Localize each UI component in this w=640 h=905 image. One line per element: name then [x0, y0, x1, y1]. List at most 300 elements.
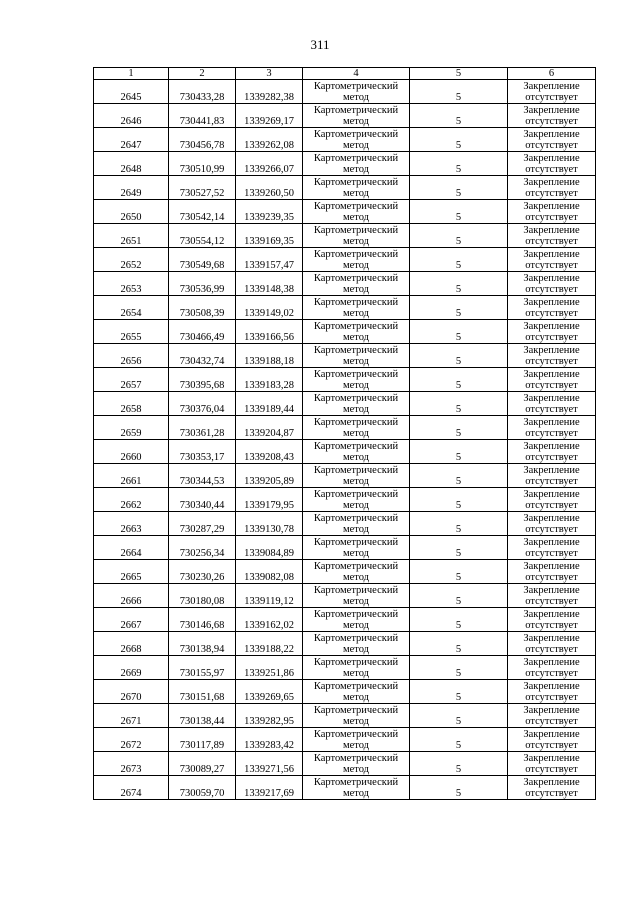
- accuracy-cell: 5: [410, 776, 508, 800]
- note-line-2: отсутствует: [525, 788, 578, 799]
- method-line-2: метод: [342, 356, 370, 367]
- table-row: [94, 80, 596, 104]
- method-line-2: метод: [342, 428, 370, 439]
- table-row: [94, 368, 596, 392]
- x-coordinate-cell: 730508,39: [169, 296, 236, 320]
- y-coordinate-cell: 1339157,47: [236, 248, 303, 272]
- method-line-2: метод: [342, 212, 370, 223]
- y-coordinate-cell: 1339266,07: [236, 152, 303, 176]
- fixation-note-cell: [508, 608, 596, 632]
- y-coordinate-cell: 1339217,69: [236, 776, 303, 800]
- y-coordinate-cell: 1339082,08: [236, 560, 303, 584]
- note-line-1: Закрепление: [523, 681, 580, 692]
- fixation-note-cell: [508, 584, 596, 608]
- method-line-1: Картометрический: [313, 681, 399, 692]
- method-cell: [303, 296, 410, 320]
- point-number-cell: 2663: [94, 512, 169, 536]
- method-cell: [303, 680, 410, 704]
- column-header: 6: [508, 68, 596, 80]
- fixation-note-cell: [508, 104, 596, 128]
- method-line-2: метод: [342, 236, 370, 247]
- table-row: [94, 176, 596, 200]
- table-row: [94, 296, 596, 320]
- y-coordinate-cell: 1339204,87: [236, 416, 303, 440]
- method-line-1: Картометрический: [313, 345, 399, 356]
- method-line-1: Картометрический: [313, 129, 399, 140]
- fixation-note-cell: [508, 512, 596, 536]
- x-coordinate-cell: 730549,68: [169, 248, 236, 272]
- y-coordinate-cell: 1339179,95: [236, 488, 303, 512]
- note-line-1: Закрепление: [523, 81, 580, 92]
- note-line-2: отсутствует: [525, 260, 578, 271]
- point-number-cell: 2670: [94, 680, 169, 704]
- y-coordinate-cell: 1339239,35: [236, 200, 303, 224]
- method-line-1: Картометрический: [313, 585, 399, 596]
- method-line-1: Картометрический: [313, 657, 399, 668]
- point-number-cell: 2664: [94, 536, 169, 560]
- method-line-1: Картометрический: [313, 153, 399, 164]
- note-line-2: отсутствует: [525, 428, 578, 439]
- note-line-2: отсутствует: [525, 716, 578, 727]
- table-row: [94, 392, 596, 416]
- method-cell: [303, 416, 410, 440]
- accuracy-cell: 5: [410, 224, 508, 248]
- x-coordinate-cell: 730344,53: [169, 464, 236, 488]
- note-line-1: Закрепление: [523, 273, 580, 284]
- y-coordinate-cell: 1339269,65: [236, 680, 303, 704]
- method-cell: [303, 776, 410, 800]
- note-line-2: отсутствует: [525, 500, 578, 511]
- x-coordinate-cell: 730256,34: [169, 536, 236, 560]
- fixation-note-cell: [508, 224, 596, 248]
- method-cell: [303, 128, 410, 152]
- column-header: 3: [236, 68, 303, 80]
- fixation-note-cell: [508, 440, 596, 464]
- y-coordinate-cell: 1339084,89: [236, 536, 303, 560]
- method-line-1: Картометрический: [313, 753, 399, 764]
- x-coordinate-cell: 730433,28: [169, 80, 236, 104]
- method-line-1: Картометрический: [313, 633, 399, 644]
- method-line-2: метод: [342, 164, 370, 175]
- x-coordinate-cell: 730376,04: [169, 392, 236, 416]
- note-line-2: отсутствует: [525, 740, 578, 751]
- point-number-cell: 2657: [94, 368, 169, 392]
- x-coordinate-cell: 730542,14: [169, 200, 236, 224]
- fixation-note-cell: [508, 320, 596, 344]
- method-cell: [303, 80, 410, 104]
- point-number-cell: 2650: [94, 200, 169, 224]
- method-line-1: Картометрический: [313, 465, 399, 476]
- note-line-1: Закрепление: [523, 321, 580, 332]
- note-line-2: отсутствует: [525, 404, 578, 415]
- x-coordinate-cell: 730353,17: [169, 440, 236, 464]
- note-line-2: отсутствует: [525, 524, 578, 535]
- note-line-1: Закрепление: [523, 249, 580, 260]
- method-line-1: Картометрический: [313, 81, 399, 92]
- method-line-1: Картометрический: [313, 561, 399, 572]
- note-line-2: отсутствует: [525, 380, 578, 391]
- point-number-cell: 2647: [94, 128, 169, 152]
- accuracy-cell: 5: [410, 464, 508, 488]
- note-line-1: Закрепление: [523, 441, 580, 452]
- accuracy-cell: 5: [410, 680, 508, 704]
- fixation-note-cell: [508, 488, 596, 512]
- accuracy-cell: 5: [410, 80, 508, 104]
- point-number-cell: 2646: [94, 104, 169, 128]
- method-line-1: Картометрический: [313, 777, 399, 788]
- table-row: [94, 224, 596, 248]
- point-number-cell: 2667: [94, 608, 169, 632]
- accuracy-cell: 5: [410, 368, 508, 392]
- point-number-cell: 2651: [94, 224, 169, 248]
- note-line-1: Закрепление: [523, 369, 580, 380]
- note-line-2: отсутствует: [525, 644, 578, 655]
- method-line-1: Картометрический: [313, 393, 399, 404]
- note-line-2: отсутствует: [525, 164, 578, 175]
- fixation-note-cell: [508, 368, 596, 392]
- table-row: [94, 680, 596, 704]
- fixation-note-cell: [508, 296, 596, 320]
- note-line-1: Закрепление: [523, 561, 580, 572]
- note-line-2: отсутствует: [525, 212, 578, 223]
- x-coordinate-cell: 730432,74: [169, 344, 236, 368]
- note-line-2: отсутствует: [525, 764, 578, 775]
- accuracy-cell: 5: [410, 392, 508, 416]
- method-cell: [303, 464, 410, 488]
- y-coordinate-cell: 1339262,08: [236, 128, 303, 152]
- x-coordinate-cell: 730138,94: [169, 632, 236, 656]
- method-line-2: метод: [342, 788, 370, 799]
- x-coordinate-cell: 730361,28: [169, 416, 236, 440]
- y-coordinate-cell: 1339251,86: [236, 656, 303, 680]
- x-coordinate-cell: 730155,97: [169, 656, 236, 680]
- method-cell: [303, 728, 410, 752]
- point-number-cell: 2671: [94, 704, 169, 728]
- accuracy-cell: 5: [410, 104, 508, 128]
- table-row: [94, 200, 596, 224]
- column-header: 4: [303, 68, 410, 80]
- note-line-1: Закрепление: [523, 609, 580, 620]
- coordinates-table: [93, 67, 596, 800]
- point-number-cell: 2674: [94, 776, 169, 800]
- point-number-cell: 2655: [94, 320, 169, 344]
- accuracy-cell: 5: [410, 608, 508, 632]
- point-number-cell: 2660: [94, 440, 169, 464]
- method-line-2: метод: [342, 596, 370, 607]
- method-line-1: Картометрический: [313, 441, 399, 452]
- method-line-2: метод: [342, 260, 370, 271]
- y-coordinate-cell: 1339283,42: [236, 728, 303, 752]
- point-number-cell: 2668: [94, 632, 169, 656]
- note-line-2: отсутствует: [525, 548, 578, 559]
- fixation-note-cell: [508, 416, 596, 440]
- point-number-cell: 2662: [94, 488, 169, 512]
- note-line-2: отсутствует: [525, 620, 578, 631]
- method-line-1: Картометрический: [313, 417, 399, 428]
- point-number-cell: 2656: [94, 344, 169, 368]
- point-number-cell: 2672: [94, 728, 169, 752]
- point-number-cell: 2649: [94, 176, 169, 200]
- x-coordinate-cell: 730395,68: [169, 368, 236, 392]
- note-line-1: Закрепление: [523, 633, 580, 644]
- table-row: [94, 416, 596, 440]
- note-line-2: отсутствует: [525, 236, 578, 247]
- fixation-note-cell: [508, 176, 596, 200]
- note-line-1: Закрепление: [523, 585, 580, 596]
- method-line-2: метод: [342, 668, 370, 679]
- table-row: [94, 776, 596, 800]
- note-line-1: Закрепление: [523, 753, 580, 764]
- method-cell: [303, 176, 410, 200]
- method-cell: [303, 704, 410, 728]
- fixation-note-cell: [508, 464, 596, 488]
- method-line-2: метод: [342, 620, 370, 631]
- x-coordinate-cell: 730180,08: [169, 584, 236, 608]
- method-line-2: метод: [342, 740, 370, 751]
- method-line-1: Картометрический: [313, 609, 399, 620]
- x-coordinate-cell: 730456,78: [169, 128, 236, 152]
- method-line-2: метод: [342, 764, 370, 775]
- point-number-cell: 2661: [94, 464, 169, 488]
- table-row: [94, 440, 596, 464]
- method-cell: [303, 752, 410, 776]
- point-number-cell: 2653: [94, 272, 169, 296]
- method-line-2: метод: [342, 404, 370, 415]
- method-line-2: метод: [342, 500, 370, 511]
- x-coordinate-cell: 730466,49: [169, 320, 236, 344]
- accuracy-cell: 5: [410, 440, 508, 464]
- note-line-2: отсутствует: [525, 356, 578, 367]
- table-row: [94, 656, 596, 680]
- fixation-note-cell: [508, 248, 596, 272]
- method-cell: [303, 200, 410, 224]
- method-line-1: Картометрический: [313, 729, 399, 740]
- accuracy-cell: 5: [410, 728, 508, 752]
- x-coordinate-cell: 730151,68: [169, 680, 236, 704]
- method-cell: [303, 344, 410, 368]
- method-line-2: метод: [342, 380, 370, 391]
- y-coordinate-cell: 1339189,44: [236, 392, 303, 416]
- accuracy-cell: 5: [410, 200, 508, 224]
- accuracy-cell: 5: [410, 488, 508, 512]
- note-line-1: Закрепление: [523, 417, 580, 428]
- point-number-cell: 2669: [94, 656, 169, 680]
- fixation-note-cell: [508, 80, 596, 104]
- y-coordinate-cell: 1339119,12: [236, 584, 303, 608]
- table-row: [94, 128, 596, 152]
- method-line-1: Картометрический: [313, 321, 399, 332]
- fixation-note-cell: [508, 632, 596, 656]
- fixation-note-cell: [508, 272, 596, 296]
- table-row: [94, 464, 596, 488]
- y-coordinate-cell: 1339169,35: [236, 224, 303, 248]
- method-line-1: Картометрический: [313, 513, 399, 524]
- method-cell: [303, 152, 410, 176]
- table-row: [94, 608, 596, 632]
- method-line-2: метод: [342, 116, 370, 127]
- note-line-2: отсутствует: [525, 572, 578, 583]
- y-coordinate-cell: 1339183,28: [236, 368, 303, 392]
- method-cell: [303, 224, 410, 248]
- table-row: [94, 560, 596, 584]
- point-number-cell: 2666: [94, 584, 169, 608]
- table-row: [94, 632, 596, 656]
- accuracy-cell: 5: [410, 752, 508, 776]
- x-coordinate-cell: 730089,27: [169, 752, 236, 776]
- table-row: [94, 248, 596, 272]
- method-line-2: метод: [342, 140, 370, 151]
- x-coordinate-cell: 730117,89: [169, 728, 236, 752]
- note-line-2: отсутствует: [525, 188, 578, 199]
- fixation-note-cell: [508, 392, 596, 416]
- method-line-1: Картометрический: [313, 225, 399, 236]
- method-line-2: метод: [342, 716, 370, 727]
- note-line-1: Закрепление: [523, 225, 580, 236]
- y-coordinate-cell: 1339282,95: [236, 704, 303, 728]
- note-line-1: Закрепление: [523, 489, 580, 500]
- x-coordinate-cell: 730554,12: [169, 224, 236, 248]
- table-row: [94, 488, 596, 512]
- accuracy-cell: 5: [410, 152, 508, 176]
- method-cell: [303, 104, 410, 128]
- x-coordinate-cell: 730059,70: [169, 776, 236, 800]
- note-line-2: отсутствует: [525, 668, 578, 679]
- method-line-2: метод: [342, 188, 370, 199]
- note-line-1: Закрепление: [523, 393, 580, 404]
- method-cell: [303, 632, 410, 656]
- method-line-2: метод: [342, 524, 370, 535]
- method-line-1: Картометрический: [313, 297, 399, 308]
- table-header-row: [94, 68, 596, 80]
- accuracy-cell: 5: [410, 536, 508, 560]
- accuracy-cell: 5: [410, 704, 508, 728]
- fixation-note-cell: [508, 752, 596, 776]
- fixation-note-cell: [508, 680, 596, 704]
- note-line-1: Закрепление: [523, 657, 580, 668]
- accuracy-cell: 5: [410, 272, 508, 296]
- point-number-cell: 2673: [94, 752, 169, 776]
- note-line-2: отсутствует: [525, 284, 578, 295]
- note-line-2: отсутствует: [525, 452, 578, 463]
- table-body: [94, 68, 596, 800]
- note-line-1: Закрепление: [523, 153, 580, 164]
- fixation-note-cell: [508, 152, 596, 176]
- column-header: 5: [410, 68, 508, 80]
- accuracy-cell: 5: [410, 512, 508, 536]
- method-line-1: Картометрический: [313, 537, 399, 548]
- y-coordinate-cell: 1339166,56: [236, 320, 303, 344]
- method-line-1: Картометрический: [313, 177, 399, 188]
- y-coordinate-cell: 1339188,18: [236, 344, 303, 368]
- method-line-2: метод: [342, 452, 370, 463]
- method-line-2: метод: [342, 692, 370, 703]
- x-coordinate-cell: 730340,44: [169, 488, 236, 512]
- method-line-2: метод: [342, 284, 370, 295]
- accuracy-cell: 5: [410, 344, 508, 368]
- note-line-2: отсутствует: [525, 140, 578, 151]
- method-cell: [303, 368, 410, 392]
- accuracy-cell: 5: [410, 584, 508, 608]
- y-coordinate-cell: 1339148,38: [236, 272, 303, 296]
- note-line-2: отсутствует: [525, 308, 578, 319]
- note-line-1: Закрепление: [523, 729, 580, 740]
- column-header: 2: [169, 68, 236, 80]
- fixation-note-cell: [508, 704, 596, 728]
- point-number-cell: 2654: [94, 296, 169, 320]
- y-coordinate-cell: 1339271,56: [236, 752, 303, 776]
- accuracy-cell: 5: [410, 656, 508, 680]
- accuracy-cell: 5: [410, 320, 508, 344]
- method-line-1: Картометрический: [313, 273, 399, 284]
- note-line-1: Закрепление: [523, 105, 580, 116]
- x-coordinate-cell: 730536,99: [169, 272, 236, 296]
- y-coordinate-cell: 1339205,89: [236, 464, 303, 488]
- method-line-1: Картометрический: [313, 201, 399, 212]
- table-row: [94, 272, 596, 296]
- note-line-2: отсутствует: [525, 332, 578, 343]
- note-line-1: Закрепление: [523, 777, 580, 788]
- table-row: [94, 152, 596, 176]
- x-coordinate-cell: 730138,44: [169, 704, 236, 728]
- method-cell: [303, 488, 410, 512]
- method-line-2: метод: [342, 92, 370, 103]
- point-number-cell: 2665: [94, 560, 169, 584]
- method-line-2: метод: [342, 548, 370, 559]
- accuracy-cell: 5: [410, 248, 508, 272]
- note-line-2: отсутствует: [525, 92, 578, 103]
- accuracy-cell: 5: [410, 416, 508, 440]
- method-cell: [303, 584, 410, 608]
- y-coordinate-cell: 1339149,02: [236, 296, 303, 320]
- y-coordinate-cell: 1339260,50: [236, 176, 303, 200]
- accuracy-cell: 5: [410, 128, 508, 152]
- fixation-note-cell: [508, 560, 596, 584]
- note-line-1: Закрепление: [523, 537, 580, 548]
- column-header: 1: [94, 68, 169, 80]
- table-row: [94, 704, 596, 728]
- method-line-1: Картометрический: [313, 489, 399, 500]
- table-row: [94, 104, 596, 128]
- note-line-2: отсутствует: [525, 116, 578, 127]
- table-row: [94, 536, 596, 560]
- fixation-note-cell: [508, 128, 596, 152]
- x-coordinate-cell: 730510,99: [169, 152, 236, 176]
- point-number-cell: 2659: [94, 416, 169, 440]
- y-coordinate-cell: 1339208,43: [236, 440, 303, 464]
- method-cell: [303, 320, 410, 344]
- x-coordinate-cell: 730146,68: [169, 608, 236, 632]
- method-cell: [303, 248, 410, 272]
- fixation-note-cell: [508, 776, 596, 800]
- method-cell: [303, 512, 410, 536]
- table-row: [94, 584, 596, 608]
- note-line-1: Закрепление: [523, 705, 580, 716]
- y-coordinate-cell: 1339188,22: [236, 632, 303, 656]
- point-number-cell: 2645: [94, 80, 169, 104]
- method-line-2: метод: [342, 644, 370, 655]
- table-row: [94, 728, 596, 752]
- fixation-note-cell: [508, 344, 596, 368]
- method-cell: [303, 536, 410, 560]
- accuracy-cell: 5: [410, 296, 508, 320]
- method-line-2: метод: [342, 308, 370, 319]
- note-line-1: Закрепление: [523, 201, 580, 212]
- table-row: [94, 752, 596, 776]
- point-number-cell: 2658: [94, 392, 169, 416]
- y-coordinate-cell: 1339162,02: [236, 608, 303, 632]
- y-coordinate-cell: 1339130,78: [236, 512, 303, 536]
- note-line-1: Закрепление: [523, 465, 580, 476]
